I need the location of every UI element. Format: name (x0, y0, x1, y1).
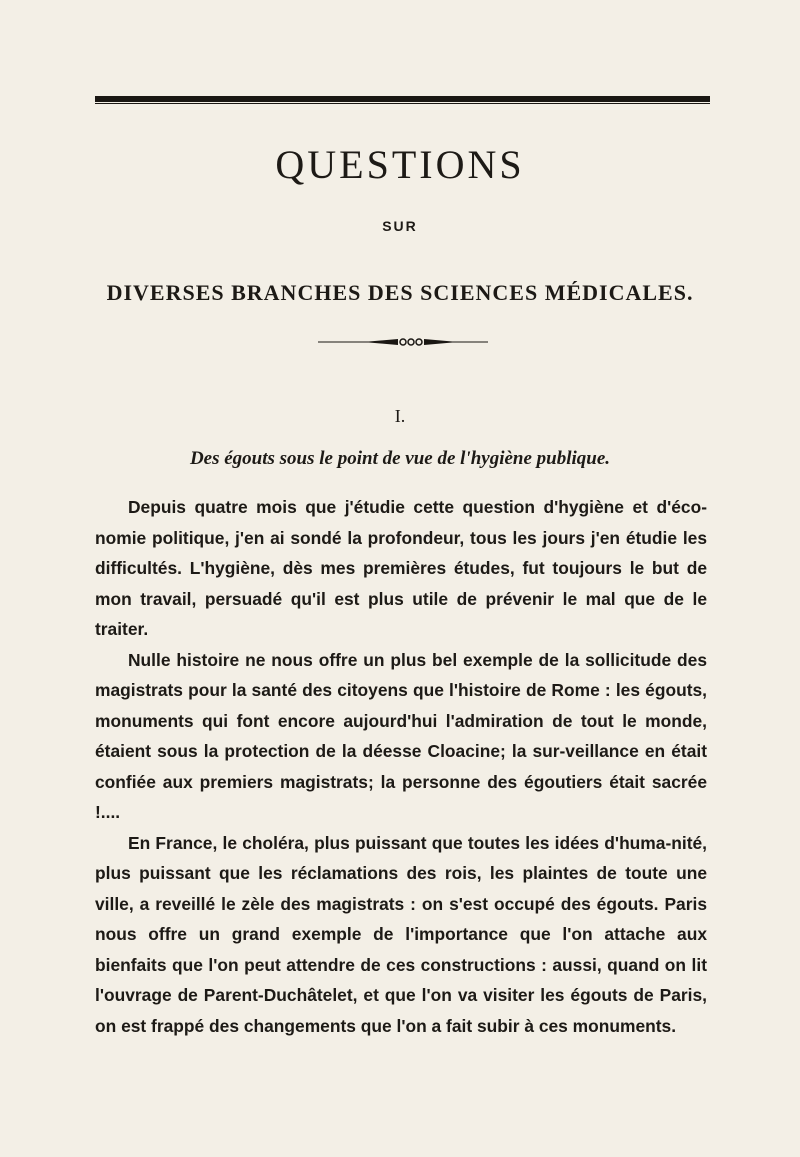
page-title: QUESTIONS (275, 142, 525, 187)
paragraph: Depuis quatre mois que j'étudie cette question d'hygiène et d'éco-nomie politique, j'en ai sondé la profondeur, tous les jours j'en étudie les difficultés. L'hygiène, dès mes premières études, fut toujours le but de mon travail, persuadé qu'il est plus utile de prévenir le mal que de le traiter. (95, 497, 707, 639)
ornament-divider (318, 335, 488, 349)
paragraph: Nulle histoire ne nous offre un plus bel exemple de la sollicitude des magistrats pour la santé des citoyens que l'histoire de Rome : les égouts, monuments qui font encore aujourd'hui l'admiration de tout le monde, étaient sous la protection de la déesse Cloacine; la sur-veillance en était confiée aux premiers magistrats; la personne des égoutiers était sacrée !.... (95, 649, 707, 822)
body-text (95, 492, 707, 1041)
section-numeral: I. (394, 406, 406, 426)
page-subtitle: DIVERSES BRANCHES DES SCIENCES MÉDICALES. (106, 280, 694, 305)
sur-label: SUR (382, 218, 418, 234)
section-heading: Des égouts sous le point de vue de l'hygiène publique. (189, 448, 611, 469)
top-rule (95, 96, 710, 102)
paragraph: En France, le choléra, plus puissant que toutes les idées d'huma-nité, plus puissant que les réclamations des rois, les plaintes de toute une ville, a reveillé le zèle des magistrats : on s'est occupé des égouts. Paris nous offre un grand exemple de l'importance que l'on attache aux bienfaits que l'on peut attendre de ces constructions : aussi, quand on lit l'ouvrage de Parent-Duchâtelet, et que l'on va visiter les égouts de Paris, on est frappé des changements que l'on a fait subir à ces monuments. (95, 832, 707, 1036)
